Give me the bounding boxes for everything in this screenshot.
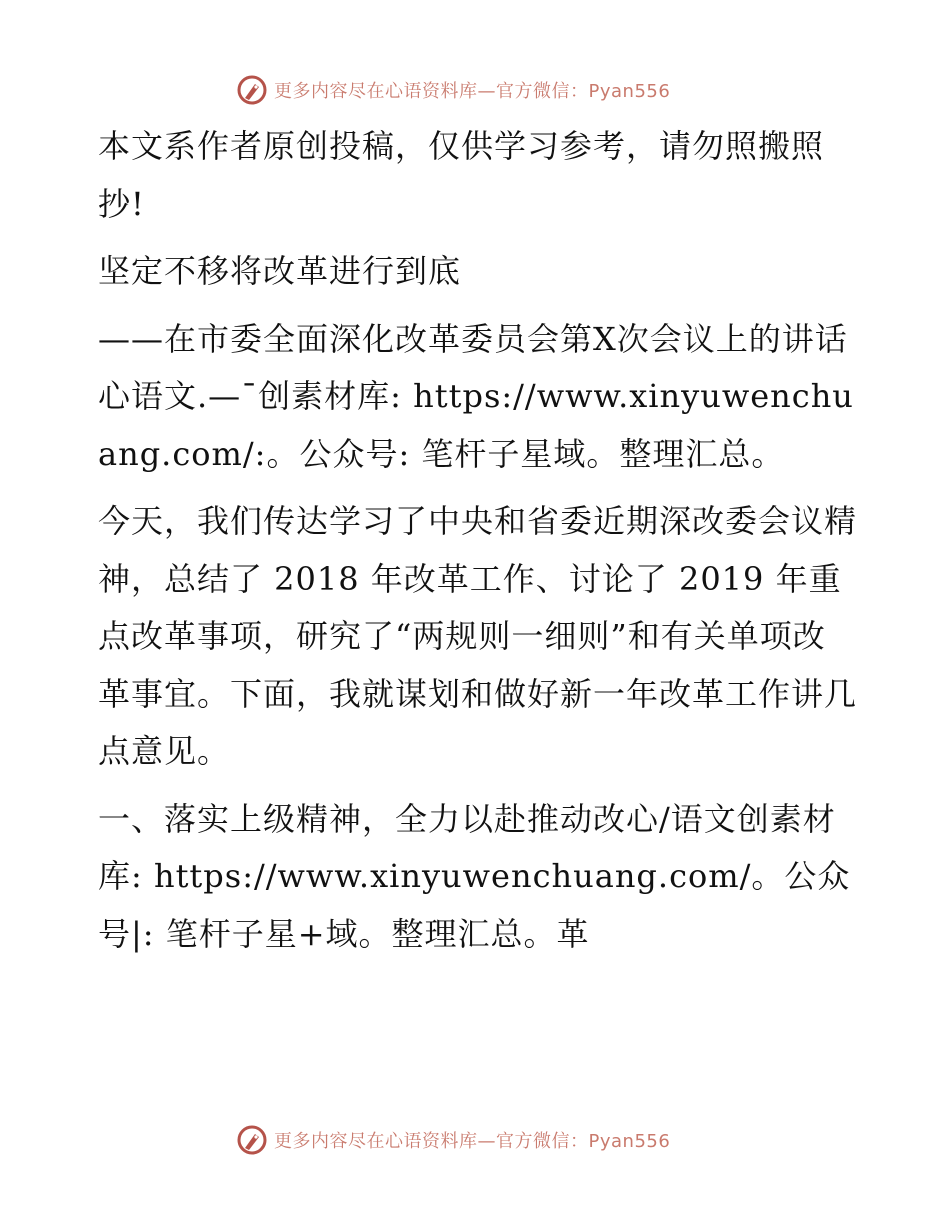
footer-watermark [236, 1122, 670, 1158]
header-watermark [236, 72, 670, 108]
pen-nib-logo-icon [236, 74, 268, 106]
section-heading-1: 一、落实上级精神，全力以赴推动改心/语文创素材库: https://www.xinyuwenchuang.com/。公众号|: 笔杆子星+域。整理汇总。革 [98, 799, 851, 953]
document-body [98, 118, 858, 963]
paragraph-intro: 今天，我们传达学习了中央和省委近期深改委会议精神，总结了 2018 年改革工作、讨论了 2019 年重点改革事项，研究了“两规则一细则”和有关单项改革事宜。下面，我就谋划和做好新一年改革工作讲几点意见。 [98, 502, 858, 770]
paragraph-disclaimer: 本文系作者原创投稿，仅供学习参考，请勿照搬照抄! [98, 127, 825, 223]
watermark-text: 更多内容尽在心语资料库—官方微信：Pyan556 [274, 81, 671, 102]
pen-nib-logo-icon [236, 1124, 268, 1156]
document-title: 坚定不移将改革进行到底 [98, 252, 462, 290]
watermark-text: 更多内容尽在心语资料库—官方微信：Pyan556 [274, 1131, 671, 1152]
document-subtitle: ——在市委全面深化改革委员会第X次会议上的讲话心语文.—¯创素材库: https://www.xinyuwenchuang.com/:。公众号: 笔杆子星域。整理汇总。 [98, 319, 854, 473]
